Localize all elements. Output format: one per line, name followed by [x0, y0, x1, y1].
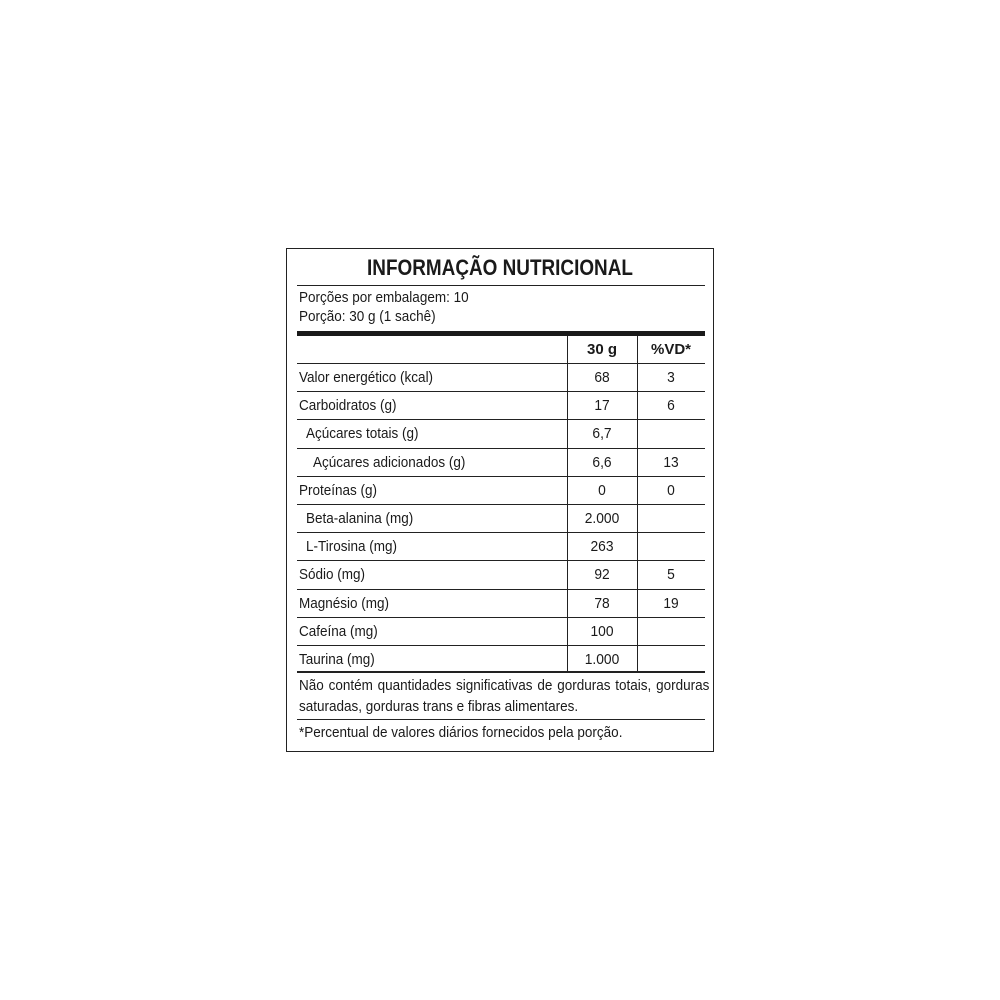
nutrient-name: Sódio (mg) [299, 566, 366, 584]
nutrient-amount: 100 [590, 622, 614, 640]
nutrient-amount: 2.000 [584, 510, 620, 527]
row-divider [297, 617, 705, 618]
amount-column-line [567, 336, 568, 673]
row-divider [297, 504, 705, 505]
row-divider [297, 419, 705, 420]
row-divider [297, 391, 705, 392]
dv-column-header: %VD* [650, 341, 691, 358]
nutrition-facts-label [286, 248, 714, 752]
nutrient-amount: 1.000 [584, 651, 620, 668]
row-divider [297, 645, 705, 646]
nutrient-dv: 0 [667, 481, 675, 499]
nutrient-amount: 0 [598, 481, 606, 499]
nutrient-name: L-Tirosina (mg) [306, 538, 398, 556]
nutrient-amount: 17 [594, 397, 610, 415]
row-divider [297, 532, 705, 533]
nutrient-amount: 68 [594, 369, 610, 386]
row-divider [297, 476, 705, 477]
nutrient-amount: 6,6 [592, 453, 612, 471]
nutrient-name: Magnésio (mg) [299, 594, 390, 612]
nutrient-amount: 78 [594, 594, 610, 612]
nutrient-name: Valor energético (kcal) [299, 369, 434, 386]
nutrient-dv: 19 [663, 594, 679, 612]
amount-column-header: 30 g [586, 341, 617, 358]
nutrient-name: Proteínas (g) [299, 481, 378, 499]
serving-size: Porção: 30 g (1 sachê) [299, 308, 436, 325]
title-divider [297, 285, 705, 286]
footnote-divider [297, 719, 705, 720]
nutrient-dv: 5 [667, 566, 675, 584]
nutrient-name: Cafeína (mg) [299, 622, 378, 640]
servings-per-package: Porções por embalagem: 10 [299, 289, 469, 306]
nutrient-dv: 13 [663, 453, 679, 471]
header-row-divider [297, 363, 705, 364]
dv-column-line [637, 336, 638, 673]
table-bottom-divider [297, 671, 705, 673]
nutrient-amount: 6,7 [592, 425, 612, 443]
nutrient-dv: 6 [667, 397, 675, 415]
row-divider [297, 560, 705, 561]
row-divider [297, 448, 705, 449]
nutrient-dv: 3 [667, 369, 675, 386]
nutrient-name: Taurina (mg) [299, 651, 375, 668]
nutrient-amount: 263 [590, 538, 614, 556]
nutrient-name: Açúcares adicionados (g) [313, 453, 466, 471]
header-thick-divider [297, 331, 705, 336]
nutrient-name: Açúcares totais (g) [306, 425, 419, 443]
nutrient-amount: 92 [594, 566, 610, 584]
nutrient-name: Beta-alanina (mg) [306, 510, 414, 527]
dv-footnote: *Percentual de valores diários fornecidos pela porção. [299, 724, 623, 741]
nutrient-name: Carboidratos (g) [299, 397, 397, 415]
label-title: INFORMAÇÃO NUTRICIONAL [367, 255, 633, 280]
not-significant-note: Não contém quantidades significativas de gorduras totais, gorduras saturadas, gorduras trans e fibras alimentares. [299, 677, 710, 715]
row-divider [297, 589, 705, 590]
